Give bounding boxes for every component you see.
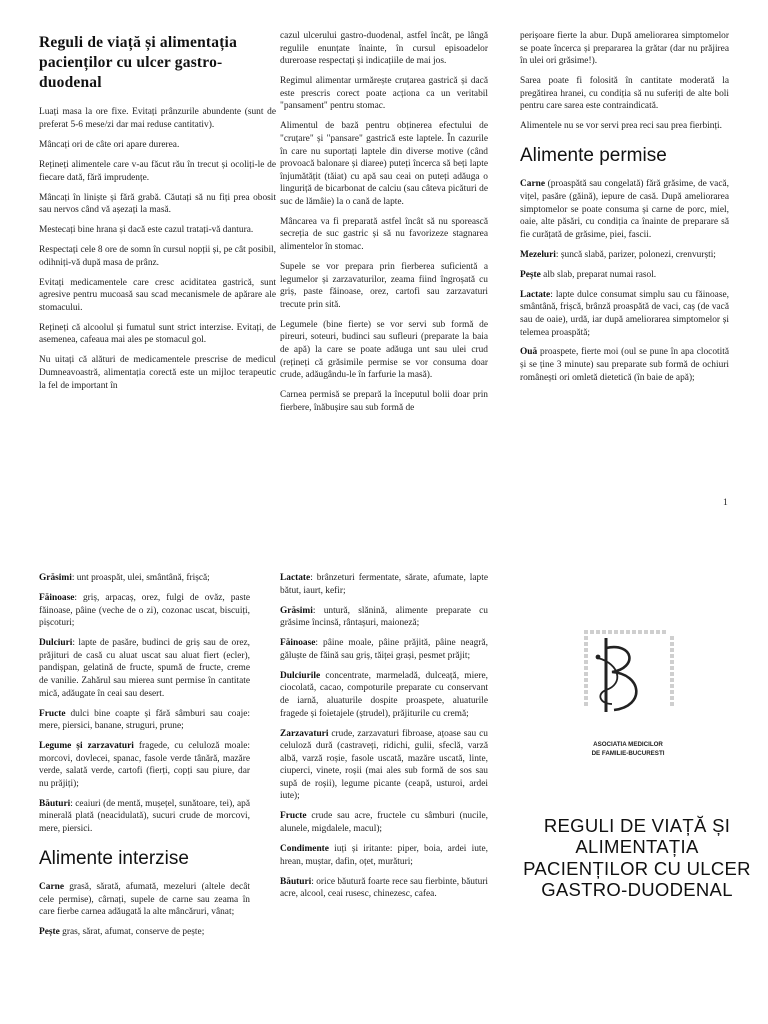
paragraph: Mâncați în liniște și fără grabă. Căutați să nu fiți prea obosit sau nervos când vă așezați la masă. (39, 192, 276, 216)
food-item-text: concentrate, marmeladă, dulceață, miere, ciocolată, cacao, compoturile preparate cu conservant de iarnă, aluaturile dospite proaspete, aluaturile fragede și foietajele (ștrudel), prăjiturile cu cremă; (280, 670, 488, 719)
food-item (39, 881, 250, 919)
paragraph: Legumele (bine fierte) se vor servi sub formă de pireuri, soteuri, budinci sau sufleuri (preparate la baia de apă) la care se poate adăuga unt sau ulei crud (rețineți că grăsimile permise se vor consuma doar crude, adăugându-le în farfurie la masă). (280, 319, 488, 381)
paragraph: Alimentul de bază pentru obținerea efectului de "cruțare" și "pansare" gastrică este laptele. În cazurile în care nu suportați laptele din diverse motive (când provoacă balonare și diaree) puteți încerca să beți lapte înjumătățit (tăiat) cu apă sau ceai on puteți adăuga o linguriță de bicarbonat de calciu (sau câteva picături de suc de lămâie) la o cană de lapte. (280, 121, 488, 207)
food-item (280, 728, 488, 804)
food-item (39, 592, 250, 630)
food-item-label: Fructe (280, 811, 307, 822)
food-item (520, 289, 729, 339)
food-item (520, 178, 729, 241)
food-item (280, 843, 488, 868)
food-item-text: : pâine moale, pâine prăjită, pâine neagră, găluște de făină sau griș, tăiței grași, pesmet prăjit; (280, 638, 488, 661)
food-item (520, 249, 729, 262)
food-item-text: dulci bine coapte și fără sâmburi sau coaje: mere, piersici, banane, struguri, prune; (39, 708, 250, 732)
food-item-text: (proaspătă sau congelată) fără grăsime, de vacă, vițel, pasăre (găină), iepure de casă. După ameliorarea simptomelor se poate consuma și carne de porc, miel, oaie, alte păsări, cu condiția ca înainte de preparare să fie curățată de grăsime, piei, fascii. (520, 179, 729, 240)
cover-title: REGULI DE VIAȚĂ ȘI ALIMENTAȚIA PACIENȚILOR CU ULCER GASTRO-DUODENAL (523, 815, 751, 900)
food-item-text: : ceaiuri (de mentă, mușețel, sunătoare, tei), apă minerală plată (neacidulată), sucuri crude de morcovi, mere, piersici. (39, 798, 250, 835)
paragraph: Alimentele nu se vor servi prea reci sau prea fierbinți. (520, 121, 723, 132)
paragraph: cazul ulcerului gastro-duodenal, astfel încât, pe lângă regulile enunțate înainte, în cursul episoadelor dureroase respectați și indicațiile de mai jos. (280, 31, 488, 67)
paragraph: Regimul alimentar urmărește cruțarea gastrică și dacă este prescris corect poate acționa ca un veritabil "pansament" pentru stomac. (280, 76, 488, 112)
food-item (280, 572, 488, 597)
food-item (520, 346, 729, 384)
paragraph: Rețineți alimentele care v-au făcut rău în trecut și ocoliți-le de fiecare dată, fără imprudențe. (39, 159, 276, 183)
top-column-2 (280, 30, 488, 422)
food-item-text: : șuncă slabă, parizer, polonezi, crenvurști; (555, 249, 716, 260)
paragraph: Carnea permisă se prepară la începutul bolii doar prin fierbere, înăbușire sau sub formă de (280, 390, 488, 413)
food-item-label: Carne (39, 882, 64, 893)
food-item (39, 740, 250, 790)
food-item-label: Făinoase (39, 592, 75, 603)
food-item-label: Lactate (280, 573, 311, 583)
food-item-text: fragede, cu celuloză moale: morcovi, dovlecei, spanac, fasole verde tânără, mazăre verde, salată verde, cartofi (fierți, copți sau piure, dar nu prăjiți); (39, 741, 250, 789)
section-heading-allowed: Alimente permise (520, 144, 667, 166)
food-item (39, 708, 250, 733)
food-item (280, 605, 488, 630)
food-item-label: Ouă (520, 347, 538, 358)
food-item-text: grasă, sărată, afumată, mezeluri (altele decât cele permise), cârnați, supele de carne sau zeama în care fierbe carnea adăugată la alte mâncăruri, vânat; (39, 882, 250, 918)
bottom-column-2 (280, 572, 488, 908)
food-item-label: Fructe (39, 708, 66, 719)
food-item-label: Dulciurile (280, 670, 321, 681)
food-item-text: : untură, slănină, alimente preparate cu grăsime încinsă, rântașuri, maioneză; (280, 605, 488, 629)
food-item-label: Legume și zarzavaturi (39, 741, 134, 752)
paragraph: Mâncarea va fi preparată astfel încât să nu sporească secreția de suc gastric și să nu favorizeze stagnarea alimentelor în stomac. (280, 216, 488, 253)
food-item (39, 637, 250, 700)
food-item-text: proaspete, fierte moi (oul se pune în apa clocotită și se ține 3 minute) sau preparate sub formă de ochiuri românești ori omletă dietetică (în baie de apă); (520, 347, 729, 383)
logo-text-line-2: DE FAMILIE-BUCURESTI (591, 750, 665, 757)
paragraph: Mâncați ori de câte ori apare durerea. (39, 140, 180, 150)
food-item (280, 810, 488, 835)
paragraph: Respectați cele 8 ore de somn în cursul nopții și, pe cât posibil, odihniți-vă după masa de prânz. (39, 245, 276, 268)
food-item (520, 269, 729, 282)
food-item (280, 670, 488, 720)
food-item-label: Mezeluri (520, 249, 556, 260)
food-item-label: Pește (39, 927, 60, 938)
food-item-text: : unt proaspăt, ulei, smântână, frișcă; (71, 573, 210, 583)
page-title: Reguli de viață și alimentația pacienților cu ulcer gastro-duodenal (39, 34, 238, 92)
paragraph: Luați masa la ore fixe. Evitați prânzurile abundente (sunt de preferat 5-6 mese/zi dar mai reduse cantitativ). (39, 107, 276, 131)
food-item-label: Băuturi (39, 798, 71, 809)
food-item-label: Pește (520, 269, 541, 280)
food-item-label: Carne (520, 179, 545, 190)
top-column-1 (39, 33, 276, 400)
paragraph: Sarea poate fi folosită în cantitate moderată la pregătirea hranei, cu condiția să nu suferiți de alte boli pentru care sarea este contraindicată. (520, 76, 729, 112)
food-item-label: Condimente (280, 844, 329, 855)
food-item-text: : lapte de pasăre, budinci de griș sau de orez, prăjituri de casă cu aluat uscat sau aluat fiert (ecler), pandișpan, gelatină de fructe, spumă de fructe, creme de vanilie. Zahărul sau mierea sunt permise în cantitate mică, adăugate în ceai sau desert. (39, 638, 250, 699)
food-item-text: alb slab, preparat numai rasol. (540, 269, 657, 280)
food-item-text: : brânzeturi fermentate, sărate, afumate, lapte bătut, iaurt, kefir; (280, 573, 488, 596)
paragraph: Evitați medicamentele care cresc aciditatea gastrică, sunt agresive pentru mucoasă sau scad mecanismele de apărare ale stomacului. (39, 277, 276, 313)
logo-text-line-1: ASOCIATIA MEDICILOR (593, 741, 663, 748)
food-item-text: : orice băutură foarte rece sau fierbinte, băuturi acre, alcool, ceai rusesc, chinezesc, cafea. (280, 876, 488, 900)
caduceus-logo-icon (576, 624, 680, 764)
food-item (39, 798, 250, 836)
food-item-text: : lapte dulce consumat simplu sau cu făinoase, smântână, frișcă, brânză proaspătă de vaci, caș (de vacă sau de oaie), urdă, iar după ameliorarea simptomelor și telemea proaspătă; (520, 289, 729, 338)
rules-list (39, 106, 276, 392)
food-item (280, 876, 488, 901)
food-item-text: crude sau acre, fructele cu sâmburi (nucile, alunele, migdalele, macul); (280, 811, 488, 835)
paragraph: Supele se vor prepara prin fierberea suficientă a legumelor și zarzavaturilor, zeama fiind îngroșată cu griș, paste făinoase, orez, cartofi sau zarzavaturi trecute prin sită. (280, 262, 488, 310)
food-item-label: Lactate (520, 289, 551, 300)
page-number: 1 (723, 498, 728, 508)
food-item (39, 926, 250, 939)
paragraph: Mestecați bine hrana și dacă este cazul tratați-vă dantura. (39, 225, 254, 236)
food-item-label: Grăsimi (39, 573, 72, 583)
food-item-label: Băuturi (280, 876, 312, 887)
association-logo (576, 624, 680, 764)
food-item-text: gras, sărat, afumat, conserve de pește; (59, 927, 205, 938)
paragraph: Nu uitați că alături de medicamentele prescrise de medicul Dumneavoastră, alimentația corectă este un mijloc terapeutic la fel de important în (39, 355, 276, 391)
food-item-label: Grăsimi (280, 605, 313, 616)
food-item-text: : griș, arpacaș, orez, fulgi de ovăz, paste făinoase, pâine (veche de o zi), cozonac uscat, biscuiți, pișcoturi; (39, 592, 250, 629)
food-item-text: iuți și iritante: piper, boia, ardei iute, hrean, muștar, dafin, oțet, murături; (280, 844, 488, 867)
top-column-3 (520, 30, 729, 392)
bottom-column-1 (39, 572, 250, 946)
paragraph: Rețineți că alcoolul și fumatul sunt strict interzise. Evitați, de asemenea, cafeaua mai ales pe stomacul gol. (39, 322, 276, 346)
food-item-label: Dulciuri (39, 638, 73, 649)
paragraph: perișoare fierte la abur. După ameliorarea simptomelor se poate încerca și prepararea la grătar (dar nu prăjirea în ulei ori grăsime!). (520, 31, 729, 67)
food-item-text: crude, zarzavaturi fibroase, ațoase sau cu celuloză dură (castraveți, ridichi, gulii, sfeclă, varză albă, varză roșie, fasole uscată, mazăre uscată, linte, ciuperci, vinete, roșii (mai ales sub formă de sos sau supă de roșii), legume picante (ceapă, usturoi, ardei iute); (280, 728, 488, 802)
section-heading-forbidden: Alimente interzise (39, 847, 189, 869)
food-item (39, 572, 250, 585)
food-item-label: Făinoase (280, 638, 316, 649)
food-item-label: Zarzavaturi (280, 728, 329, 739)
food-item (280, 637, 488, 662)
